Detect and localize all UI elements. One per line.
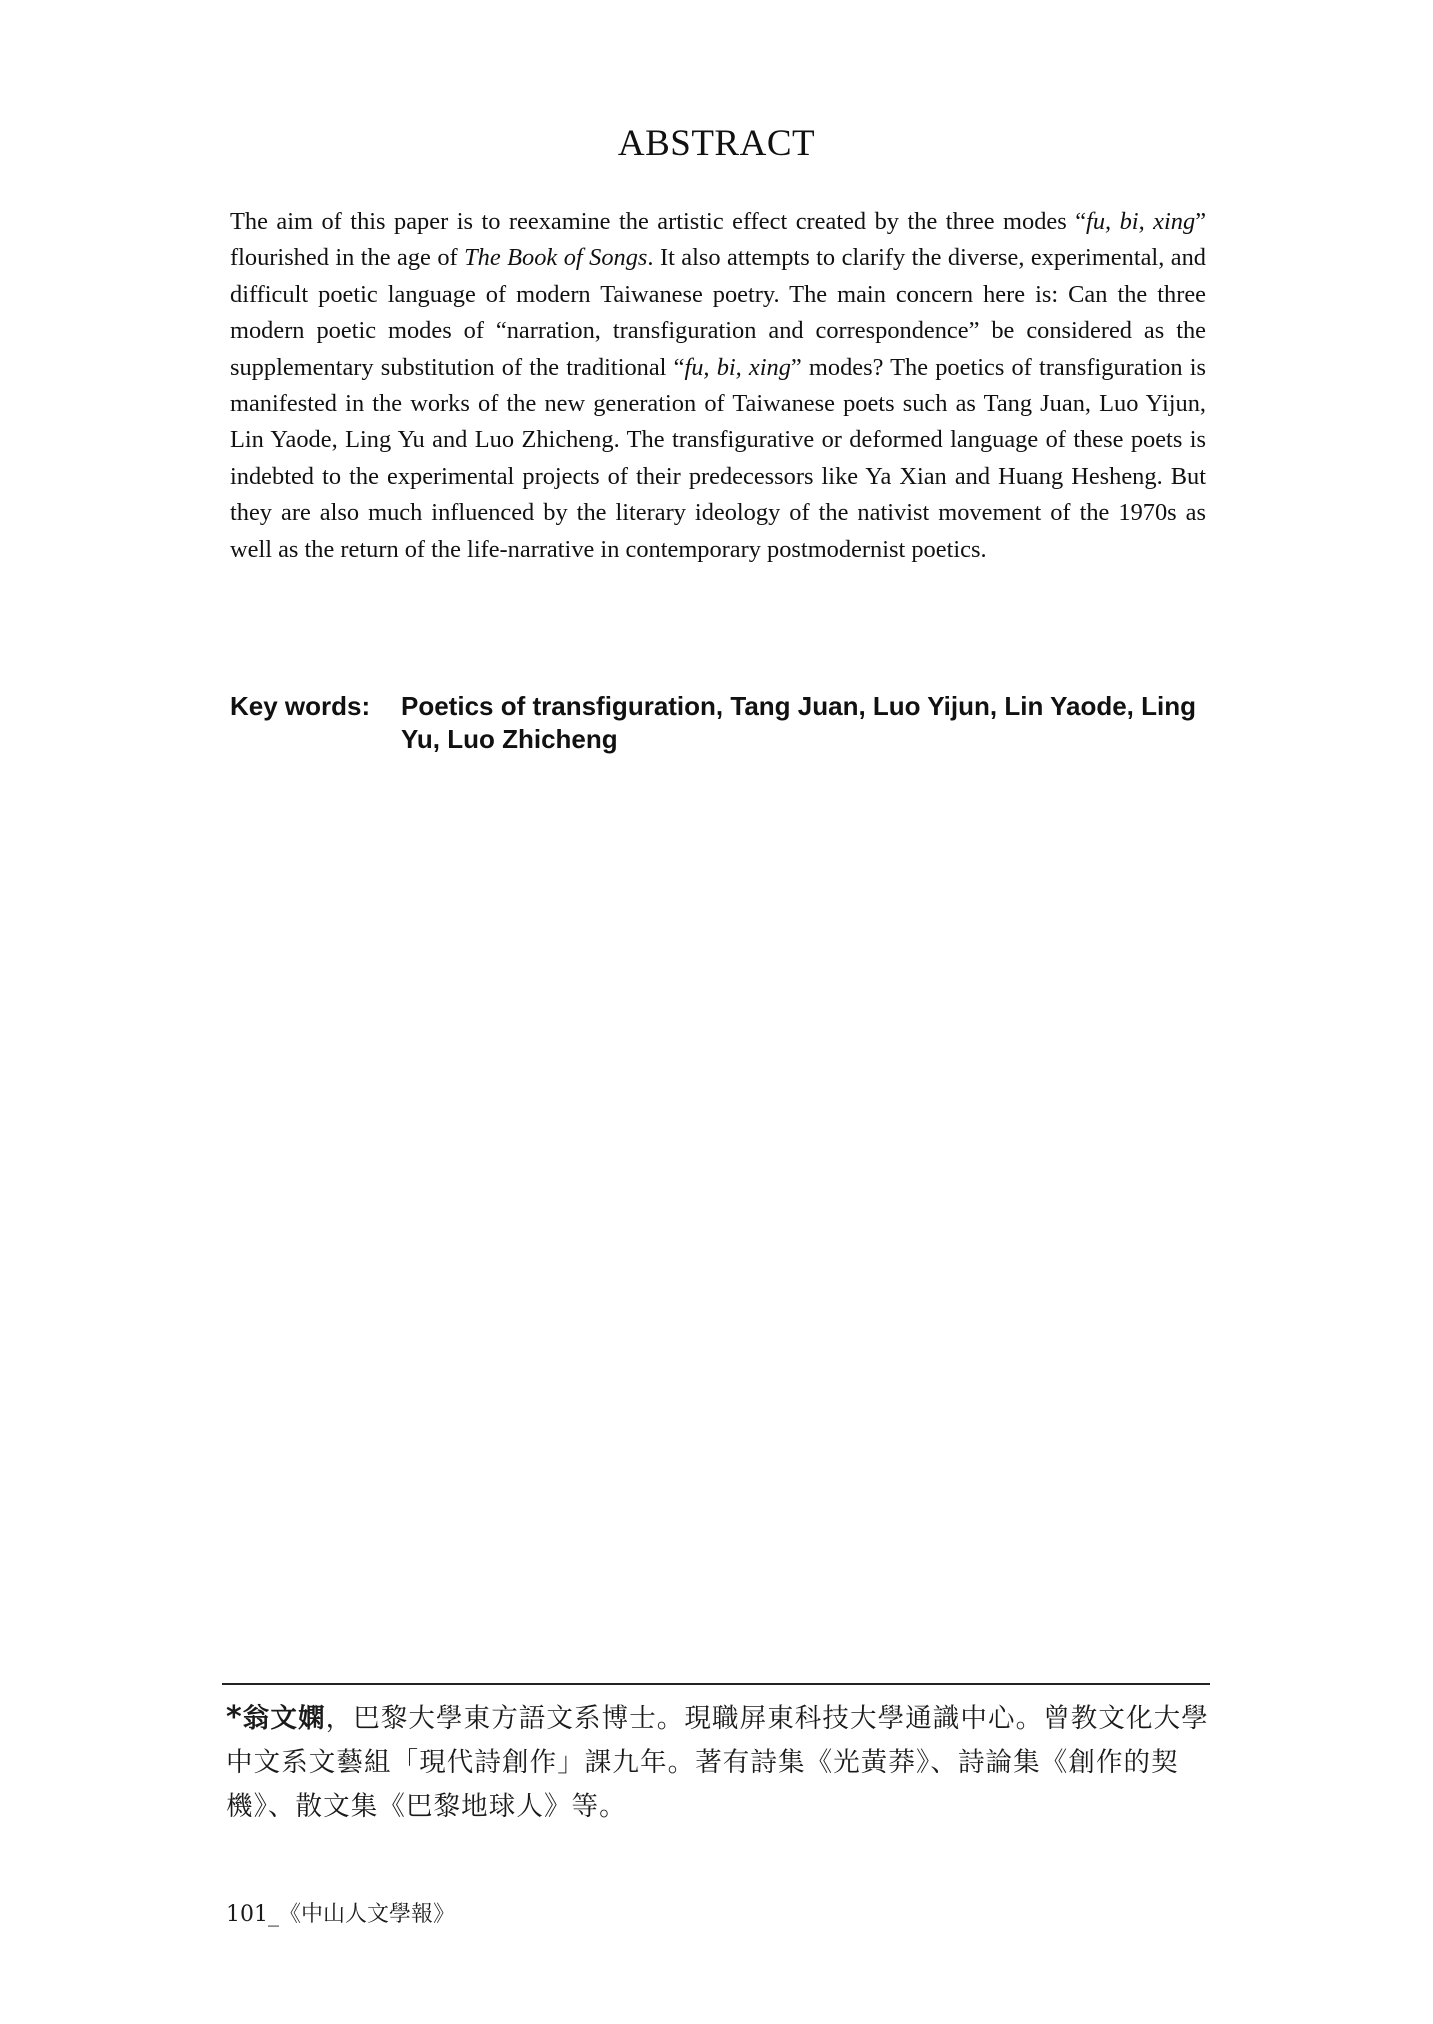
abstract-segment: . It also attempts to clarify the diverse, experimental, and difficult poetic language of modern Taiwanese poetry. The main concern here is: Can the three modern poetic modes of “narration, transfiguration and correspondence” be considered as the supplementary substitution of the traditional “ (230, 244, 1206, 381)
page-number-journal: 101_《中山人文學報》 (226, 1902, 455, 1927)
author-footnote (226, 1696, 1212, 1829)
abstract-segment: ” flourished in the age of (230, 208, 1207, 272)
keywords-block (230, 690, 1220, 756)
abstract-heading: ABSTRACT (617, 123, 816, 164)
abstract-segment: ” modes? The poetics of transfiguration is manifested in the works of the new generation of Taiwanese poets such as Tang Juan, Luo Yijun, Lin Yaode, Ling Yu and Luo Zhicheng. The transfigurative or deformed language of these poets is indebted to the experimental projects of their predecessors like Ya Xian and Huang Hesheng. But they are also much influenced by the literary ideology of the nativist movement of the 1970s as well as the return of the life-narrative in contemporary postmodernist poetics. (230, 353, 1206, 563)
abstract-body (230, 204, 1206, 568)
abstract-segment-italic: fu, bi, xing (1086, 208, 1196, 235)
footnote-asterisk: * (226, 1700, 243, 1735)
keywords-list: Poetics of transfiguration, Tang Juan, Luo Yijun, Lin Yaode, Ling Yu, Luo Zhicheng (401, 691, 1196, 754)
footnote-text: ，巴黎大學東方語文系博士。現職屏東科技大學通識中心。曾教文化大學中文系文藝組「現代詩創作」課九年。著有詩集《光黃莽》、詩論集《創作的契機》、散文集《巴黎地球人》等。 (226, 1703, 1209, 1822)
abstract-segment: The aim of this paper is to reexamine the artistic effect created by the three modes “ (230, 208, 1087, 235)
keywords-label: Key words: (230, 691, 371, 721)
footnote-divider (222, 1683, 1210, 1685)
footnote-author-name: 翁文嫻 (242, 1703, 326, 1734)
abstract-segment-italic: fu, bi, xing (684, 353, 791, 381)
abstract-segment-italic: The Book of Songs (464, 244, 648, 272)
